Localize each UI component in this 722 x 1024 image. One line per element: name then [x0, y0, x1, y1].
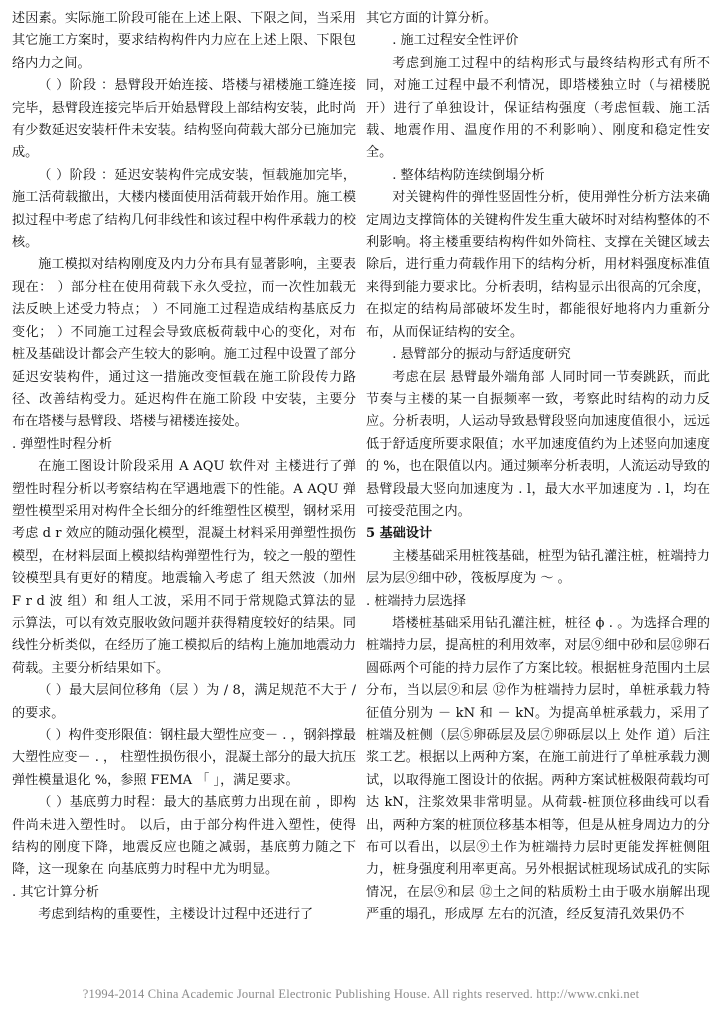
paragraph-continuation: 其它方面的计算分析。: [366, 11, 497, 26]
section-heading: 5 基础设计: [366, 526, 433, 542]
section-heading: . 施工过程安全性评价: [392, 33, 519, 49]
section-heading: . 弹塑性时程分析: [12, 436, 112, 452]
paragraph: 在施工图设计阶段采用 A AQU 软件对 主楼进行了弹塑性时程分析以考察结构在罕遇地震下的性能。A AQU 弹塑性模型采用对构件全长细分的纤维塑性区模型，钢材采用考虑 d r 效应的随动强化模型，混凝土材料采用弹塑性损伤模型，在材料层面上模拟结构弹塑性行为，较之一般的塑性铰模型具有更好的精度。地震输入考虑了 组天然波（加州 F r d 波 组）和 组人工波，采用不同于常规隐式算法的显示算法，可以有效克服收敛问题并获得精度较好的结果。同线性分析类似，在经历了施工模拟后的结构上施加地震动力荷载。主要分析结果如下。: [12, 459, 356, 676]
paragraph: 塔楼桩基础采用钻孔灌注桩，桩径 ϕ . 。为选择合理的桩端持力层，提高桩的利用效率，对层⑨细中砂和层⑫卵石圆砾两个可能的持力层作了方案比较。根据桩身范围内土层分布，当以层⑨和层 ⑫作为桩端持力层时，单桩承载力特征值分别为 － kN 和 － kN。为提高单桩承载力，采用了桩端及桩侧（层⑤卵砾层及层⑦卵砾层以上 处作 道）后注浆工艺。根据以上两种方案，在施工前进行了单桩承载力测试，以取得施工图设计的依据。两种方案试桩极限荷载均可达 kN，注浆效果非常明显。从荷载-桩顶位移曲线可以看出，两种方案的桩顶位移基本相等，但是从桩身周边力的分布可以看出，以层⑨土作为桩端持力层时更能发挥桩侧阻力，桩身强度利用率更高。另外根据试桩现场试成孔的实际情况，在层⑨和层 ⑫土之间的粘质粉土由于吸水崩解出现严重的塌孔，形成厚 左右的沉渣，经反复清孔效果仍不: [366, 615, 710, 923]
paragraph: 考虑到结构的重要性，主楼设计过程中还进行了: [38, 907, 314, 923]
paragraph: 考虑到施工过程中的结构形式与最终结构形式有所不同，对施工过程中最不利情况，即塔楼独立时（与裙楼脱开）进行了单独设计，保证结构强度（考虑恒载、施工活载、地震作用、温度作用的不利影响）、刚度和稳定性安全。: [366, 55, 710, 161]
paragraph: 主楼基础采用桩筏基础，桩型为钻孔灌注桩，桩端持力层为层⑨细中砂，筏板厚度为 ～ 。: [366, 548, 710, 587]
section-heading: . 其它计算分析: [12, 884, 99, 900]
section-heading: . 悬臂部分的振动与舒适度研究: [392, 347, 571, 363]
right-column: [366, 8, 710, 927]
paragraph: （ ）基底剪力时程：最大的基底剪力出现在前 ，即构件尚未进入塑性时。 以后，由于部分构件进入塑性，使得结构的刚度下降，地震反应也随之减弱，基底剪力随之下降，这一现象在 向基底剪力时程中尤为明显。: [12, 795, 356, 878]
paragraph: （ ）最大层间位移角（层 ）为 / 8，满足规范不大于 / 的要求。: [12, 683, 356, 721]
paragraph-continuation: 述因素。实际施工阶段可能在上述上限、下限之间，当采用其它施工方案时，要求结构构件内力应在上述上限、下限包络内力之间。: [12, 11, 356, 71]
section-heading: . 桩端持力层选择: [366, 593, 466, 609]
paragraph: 考虑在层 悬臂最外端角部 人同时同一节奏跳跃，而此节奏与主楼的某一自振频率一致，考察此时结构的动力反应。分析表明，人运动导致悬臂段竖向加速度值很小，远远低于舒适度所要求限值；水平加速度值约为上述竖向加速度的 %，也在限值以内。通过频率分析表明，人流运动导致的悬臂段最大竖向加速度为 . l，最大水平加速度为 . l，均在可接受范围之内。: [366, 369, 710, 519]
left-column: [12, 8, 356, 927]
paragraph: （ ）阶段 ：悬臂段开始连接、塔楼与裙楼施工缝连接完毕，悬臂段连接完毕后开始悬臂段上部结构安装，此时尚有少数延迟安装杆件未安装。结构竖向荷载大部分已施加完成。: [12, 78, 356, 161]
paragraph: 对关键构件的弹性竖固性分析，使用弹性分析方法来确定周边支撑筒体的关键构件发生重大破坏时对结构整体的不利影响。将主楼重要结构构件如外筒柱、支撑在关键区域去除后，进行重力荷载作用下的结构分析，用材料强度标准值来得到能力要求比。分析表明，结构显示出很高的冗余度，在拟定的结构局部破坏发生时，都能很好地将内力重新分布，从而保证结构的安全。: [366, 190, 710, 340]
paragraph: （ ）构件变形限值：钢柱最大塑性应变－ . ，钢斜撑最大塑性应变－ . ， 柱塑性损伤很小，混凝土部分的最大抗压弹性模量退化 %，参照 FEMA 「 」，满足要求。: [12, 728, 356, 788]
paragraph: 施工模拟对结构刚度及内力分布具有显著影响，主要表现在： ）部分柱在使用荷载下永久受拉，而一次性加载无法反映上述受力特点； ）不同施工过程造成结构基底反力变化； ）不同施工过程会导致底板荷载中心的变化，对布桩及基础设计都会产生较大的影响。施工过程中设置了部分延迟安装构件，通过这一措施改变恒载在施工阶段传力路径、改善结构受力。延迟构件在施工阶段 中安装，主要分布在塔楼与悬臂段、塔楼与裙楼连接处。: [12, 257, 356, 430]
paragraph: （ ）阶段 ：延迟安装构件完成安装，恒载施加完毕，施工活荷载撤出，大楼内楼面使用活荷载开始作用。施工模拟过程中考虑了结构几何非线性和该过程中构件承载力的校核。: [12, 167, 356, 251]
copyright-footer: ?1994-2014 China Academic Journal Electronic Publishing House. All rights reserved. http://www.cnki.net: [82, 987, 640, 1001]
section-heading: . 整体结构防连续倒塌分析: [392, 167, 545, 183]
